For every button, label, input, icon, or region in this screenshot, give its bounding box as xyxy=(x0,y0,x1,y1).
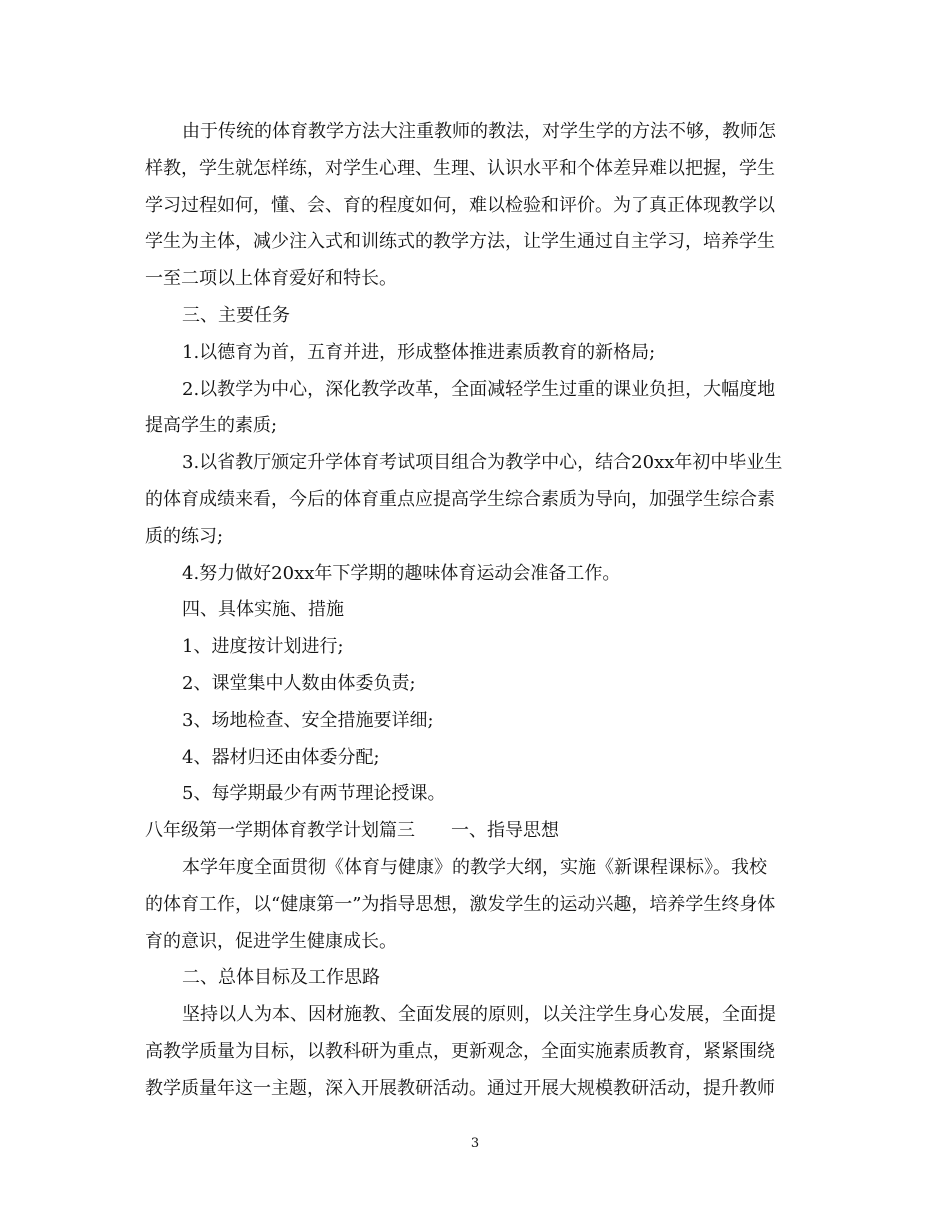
list-item: 2、课堂集中人数由体委负责; xyxy=(182,672,416,694)
document-body xyxy=(145,114,810,1108)
list-item: 1.以德育为首，五育并进，形成整体推进素质教育的新格局; xyxy=(182,341,656,363)
list-item: 3.以省教厅颁定升学体育考试项目组合为教学中心，结合20xx年初中毕业生 xyxy=(182,452,783,474)
paragraph-line: 本学年度全面贯彻《体育与健康》的教学大纲，实施《新课程课标》。我校 xyxy=(182,856,767,878)
list-item: 1、进度按计划进行; xyxy=(182,636,344,658)
section-heading: 二、总体目标及工作思路 xyxy=(182,967,380,989)
list-item: 4.努力做好20xx年下学期的趣味体育运动会准备工作。 xyxy=(182,562,621,584)
paragraph-line: 学习过程如何，懂、会、育的程度如何，难以检验和评价。为了真正体现教学以 xyxy=(145,194,775,216)
paragraph-line: 的体育工作，以“健康第一”为指导思想，激发学生的运动兴趣，培养学生终身体 xyxy=(145,893,776,915)
paragraph-line: 样教，学生就怎样练，对学生心理、生理、认识水平和个体差异难以把握，学生 xyxy=(145,157,775,179)
list-item-continuation: 的体育成绩来看，今后的体育重点应提高学生综合素质为导向，加强学生综合素 xyxy=(145,488,775,510)
paragraph-line: 教学质量年这一主题，深入开展教研活动。通过开展大规模教研活动，提升教师 xyxy=(145,1077,775,1099)
list-item: 2.以教学为中心，深化教学改革，全面减轻学生过重的课业负担，大幅度地 xyxy=(182,378,776,400)
paragraph-line: 高教学质量为目标，以教科研为重点，更新观念，全面实施素质教育，紧紧围绕 xyxy=(145,1040,775,1062)
list-item-continuation: 提高学生的素质; xyxy=(145,415,278,437)
paragraph-line: 学生为主体，减少注入式和训练式的教学方法，让学生通过自主学习，培养学生 xyxy=(145,231,775,253)
paragraph-line: 坚持以人为本、因材施教、全面发展的原则，以关注学生身心发展，全面提 xyxy=(182,1004,776,1026)
article-title: 八年级第一学期体育教学计划篇三 xyxy=(145,820,415,842)
paragraph-line: 一至二项以上体育爱好和特长。 xyxy=(145,268,397,290)
article-title-line xyxy=(145,813,810,850)
section-heading: 三、主要任务 xyxy=(182,304,290,326)
section-heading: 一、指导思想 xyxy=(451,820,559,842)
list-item: 5、每学期最少有两节理论授课。 xyxy=(182,783,446,805)
list-item-continuation: 质的练习; xyxy=(145,525,224,547)
list-item: 4、器材归还由体委分配; xyxy=(182,746,380,768)
list-item: 3、场地检查、安全措施要详细; xyxy=(182,709,434,731)
page-number: 3 xyxy=(470,1136,480,1151)
paragraph-line: 由于传统的体育教学方法大注重教师的教法，对学生学的方法不够，教师怎 xyxy=(182,121,776,142)
section-heading: 四、具体实施、措施 xyxy=(182,599,344,621)
paragraph-line: 育的意识，促进学生健康成长。 xyxy=(145,930,397,952)
